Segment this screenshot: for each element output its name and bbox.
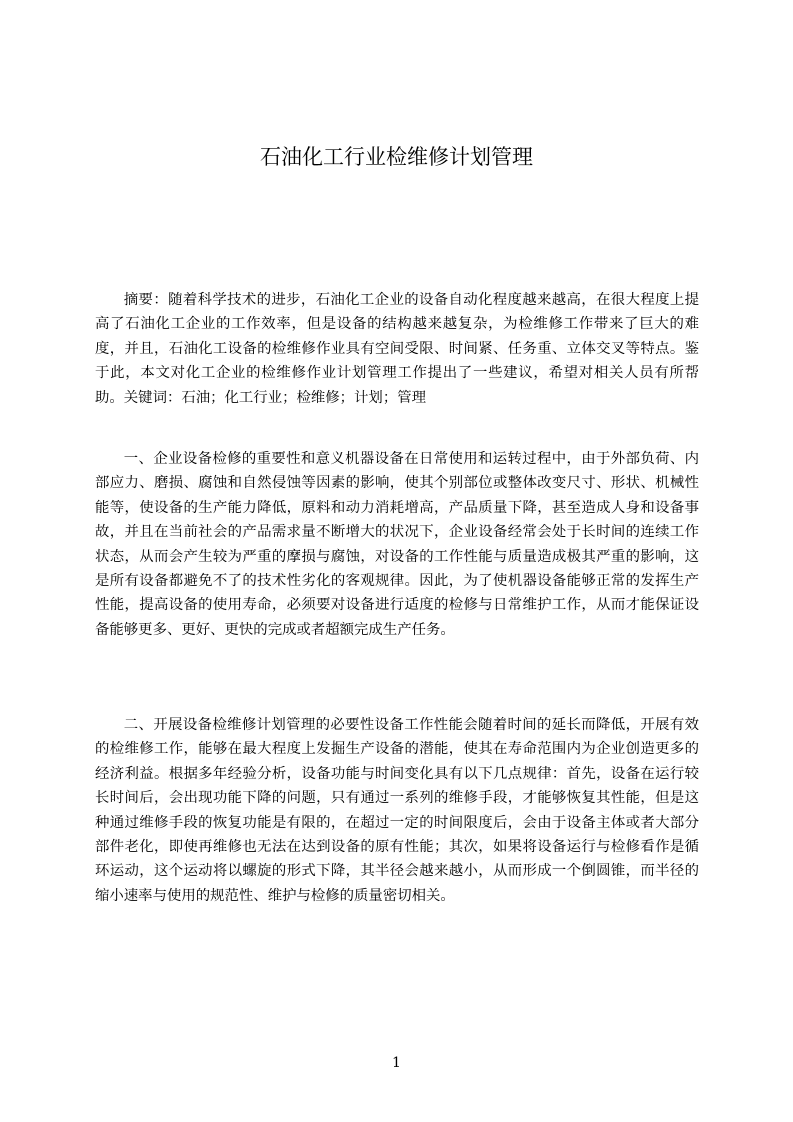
section-2-paragraph: 二、开展设备检维修计划管理的必要性设备工作性能会随着时间的延长而降低，开展有效的检维修工作，能够在最大程度上发掘生产设备的潜能，使其在寿命范围内为企业创造更多的经济利益。根据多年经验分析，设备功能与时间变化具有以下几点规律：首先，设备在运行较长时间后，会出现功能下降的问题，只有通过一系列的维修手段，才能够恢复其性能，但是这种通过维修手段的恢复功能是有限的，在超过一定的时间限度后，会由于设备主体或者大部分部件老化，即使再维修也无法在达到设备的原有性能；其次，如果将设备运行与检修看作是循环运动，这个运动将以螺旋的形式下降，其半径会越来越小，从而形成一个倒圆锥，而半径的缩小速率与使用的规范性、维护与检修的质量密切相关。: [95, 717, 699, 904]
page-number: 1: [392, 1055, 401, 1071]
section-1-paragraph: 一、企业设备检修的重要性和意义机器设备在日常使用和运转过程中，由于外部负荷、内部应力、磨损、腐蚀和自然侵蚀等因素的影响，使其个别部位或整体改变尺寸、形状、机械性能等，使设备的生产能力降低，原料和动力消耗增高，产品质量下降，甚至造成人身和设备事故，并且在当前社会的产品需求量不断增大的状况下，企业设备经常会处于长时间的连续工作状态，从而会产生较为严重的摩损与腐蚀，对设备的工作性能与质量造成极其严重的影响，这是所有设备都避免不了的技术性劣化的客观规律。因此，为了使机器设备能够正常的发挥生产性能，提高设备的使用寿命，必须要对设备进行适度的检修与日常维护工作，从而才能保证设备能够更多、更好、更快的完成或者超额完成生产任务。: [95, 451, 699, 638]
document-title: 石油化工行业检维修计划管理: [260, 145, 533, 169]
abstract-paragraph: 摘要：随着科学技术的进步，石油化工企业的设备自动化程度越来越高，在很大程度上提高了石油化工企业的工作效率，但是设备的结构越来越复杂，为检维修工作带来了巨大的难度，并且，石油化工设备的检维修作业具有空间受限、时间紧、任务重、立体交叉等特点。鉴于此，本文对化工企业的检维修作业计划管理工作提出了一些建议，希望对相关人员有所帮助。关键词：石油；化工行业；检维修；计划；管理: [95, 292, 699, 406]
